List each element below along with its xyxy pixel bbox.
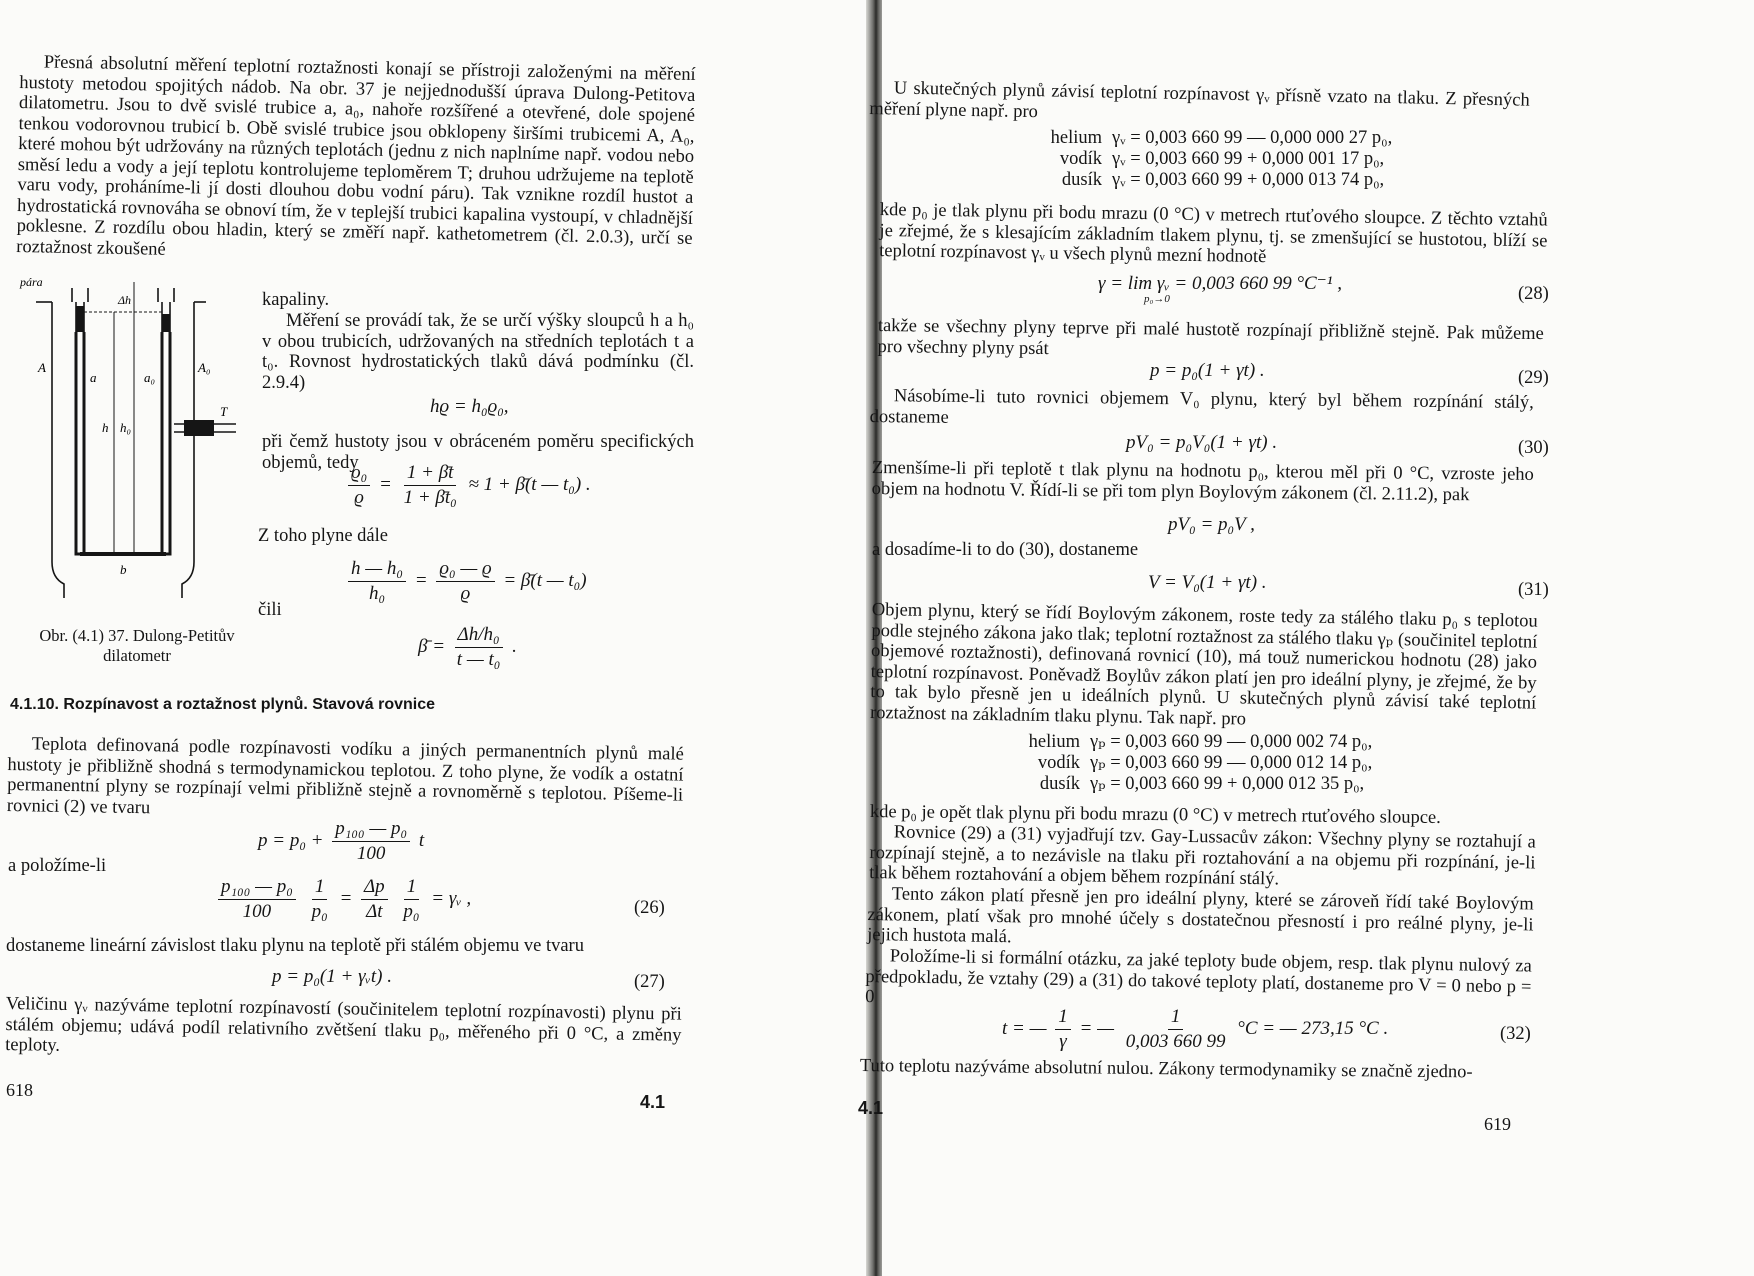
eq-28-number: (28) bbox=[1518, 284, 1549, 304]
eq-h: hϱ = h₀ϱ₀, bbox=[430, 396, 509, 417]
frac-den: 100 bbox=[242, 901, 272, 922]
right-p11-text: Položíme-li si formální otázku, za jaké teploty bude objem, resp. tlak plynu nulový za předpokladu, že vztahy (29) a (31) do takové teploty platí, dostaneme pro V = 0 nebo p = 0 bbox=[865, 946, 1532, 1008]
gas-name: dusík bbox=[1039, 774, 1080, 794]
caption-line1: Obr. (4.1) 37. Dulong-Petitův bbox=[39, 626, 235, 645]
frac-num: 1 bbox=[404, 876, 420, 900]
frac-32a bbox=[1055, 1006, 1071, 1053]
right-p5 bbox=[872, 458, 1534, 506]
frac-num: 1 bbox=[312, 876, 328, 900]
frac-rho0-rho bbox=[348, 462, 370, 509]
eq-sign: = bbox=[414, 569, 428, 591]
label-h: h bbox=[102, 420, 109, 435]
table-row bbox=[1030, 149, 1392, 170]
measure-paragraph bbox=[262, 311, 694, 393]
section-mark-right: 4.1 bbox=[858, 1098, 884, 1118]
pricemz-text: při čemž hustoty jsou v obráceném poměru specifických objemů, tedy bbox=[262, 432, 694, 473]
frac-num: h — h₀ bbox=[348, 558, 406, 582]
frac-num: 1 + β̄t bbox=[404, 462, 457, 486]
frac-32b bbox=[1123, 1006, 1229, 1053]
gas-name: dusík bbox=[1061, 170, 1102, 190]
right-p8-text: kde p₀ je opět tlak plynu při bodu mrazu (0 °C) v metrech rtuťového sloupce. bbox=[869, 802, 1441, 828]
gas-formula: γₚ = 0,003 660 99 + 0,000 012 35 p₀, bbox=[1090, 774, 1365, 794]
dostaneme-text: dostaneme lineární závislost tlaku plynu na teplotě při stálém objemu ve tvaru bbox=[6, 936, 584, 956]
frac-den: γ bbox=[1059, 1031, 1067, 1052]
right-page bbox=[858, 0, 1754, 1276]
label-b: b bbox=[120, 562, 127, 577]
frac-num: ϱ₀ — ϱ bbox=[436, 558, 494, 582]
frac-num: 1 bbox=[1168, 1006, 1184, 1030]
section-title: 4.1.10. Rozpínavost a roztažnost plynů. Stavová rovnice bbox=[10, 696, 436, 713]
measure-text: Měření se provádí tak, že se určí výšky sloupců h a h₀ v obou trubicích, udržovaných na středních teplotách t a t₀. Rovnost hydrostatických tlaků dává podmínku (čl. 2.9.4) bbox=[262, 311, 694, 393]
caption-line2: dilatometr bbox=[103, 646, 171, 665]
frac-den: ϱ bbox=[354, 487, 364, 508]
table-row bbox=[1008, 732, 1372, 753]
eq-sign: = bbox=[379, 473, 392, 495]
eq-sign: = bbox=[339, 887, 353, 909]
frac-num: ϱ₀ bbox=[348, 462, 370, 486]
kapaliny-line bbox=[262, 290, 682, 311]
table-row bbox=[1008, 753, 1372, 774]
eq-26 bbox=[214, 876, 471, 923]
frac-num: Δp bbox=[361, 876, 388, 900]
eq-30-number: (30) bbox=[1518, 438, 1549, 458]
table-row bbox=[1008, 774, 1372, 795]
polozime-line bbox=[8, 856, 308, 877]
eq-29: p = p₀(1 + γt) . bbox=[1150, 360, 1265, 381]
right-p1 bbox=[869, 78, 1530, 132]
table-row bbox=[1030, 128, 1392, 149]
right-p7-text: Objem plynu, který se řídí Boylovým zákonem, roste tedy za stálého tlaku p₀ s teplotou podle stejného zákona jako tlak; teplotní roztažnost za stálého tlaku γₚ (součinitel teplotní objemové roztažnosti), definovaná rovnicí (10), má touž numerickou hodnotu (28) jako teplotní rozpínavost. Poněvadž Boylův zákon platí jen pro ideální plyny, je zřejmé, že by to tak bylo přesně jen u ideálních plynů. U skutečných plynů závisí také teplotní roztažnost na základním tlaku plynu. Tak např. pro bbox=[869, 600, 1538, 730]
right-p4 bbox=[870, 386, 1534, 434]
right-p9 bbox=[869, 822, 1536, 894]
right-p3-text: takže se všechny plyny teprve při malé hustotě rozpínají přibližně stejně. Pak můžeme pro všechny plyny psát bbox=[877, 316, 1544, 359]
eq-28 bbox=[1098, 272, 1342, 305]
gas-name: vodík bbox=[1037, 753, 1080, 773]
label-a0: a₀ bbox=[144, 370, 156, 385]
frac-p100 bbox=[332, 818, 410, 865]
label-A0: A₀ bbox=[198, 360, 211, 375]
eq-29-number: (29) bbox=[1518, 368, 1549, 388]
kapaliny-text: kapaliny. bbox=[262, 290, 330, 310]
frac-num: 1 bbox=[1055, 1006, 1071, 1030]
table-row bbox=[1030, 170, 1392, 191]
final-paragraph bbox=[5, 994, 682, 1066]
final-text: Veličinu γᵥ nazýváme teplotní rozpínavostí (součinitelem teplotní rozpínavosti) plynu při stálém objemu; udává podíl relativního zvětšení tlaku p₀, měřeného při 0 °C, a změny teploty. bbox=[5, 994, 682, 1056]
frac-den: 1 + β̄t₀ bbox=[403, 487, 457, 508]
intro-text: Přesná absolutní měření teplotní roztažnosti konají se přístroji založenými na měření hustoty metodou spojitých nádob. Na obr. 37 je nejjednodušší úprava Dulong-Petitova dilatometru. Jsou to dvě svislé trubice a, a₀, nahoře rozšířené a otevřené, dole spojené tenkou vodorovnou trubicí b. Obě svislé trubice jsou obklopeny širšími trubicemi A, A₀, které mohou být udržovány na různých teplotách (jednu z nich naplníme např. vodou nebo směsí ledu a vody a její teplotu kontrolujeme teploměrem T; druhou udržujeme na teplotě varu vody, proháníme-li jí dosti dlouhou dobu vodní páru). Tak vznikne rozdíl hustot a hydrostatická rovnováha se obnoví tím, že v teplejší trubici kapalina vystoupí, v chladnější poklesne. Z rozdílu obou hladin, který se změří např. kathetometrem (čl. 2.0.3), určí se roztažnost zkoušené bbox=[16, 52, 696, 260]
intro-paragraph bbox=[16, 52, 696, 270]
eq-31: V = V₀(1 + γt) . bbox=[1148, 572, 1267, 593]
frac-rho bbox=[436, 558, 494, 605]
frac-26c bbox=[361, 876, 388, 923]
eq-h2 bbox=[344, 558, 587, 605]
right-p10 bbox=[867, 884, 1534, 956]
label-T: T bbox=[220, 404, 228, 419]
frac-26b bbox=[309, 876, 331, 923]
frac-den: Δt bbox=[366, 901, 383, 922]
right-p12-text: Tuto teplotu nazýváme absolutní nulou. Zákony termodynamiky se značně zjedno- bbox=[859, 1056, 1473, 1083]
cili-text: čili bbox=[258, 600, 282, 620]
section-mark-left: 4.1 bbox=[640, 1092, 666, 1112]
figure-caption bbox=[14, 626, 260, 666]
eq-31-number: (31) bbox=[1518, 580, 1549, 600]
dostaneme-line bbox=[6, 936, 686, 957]
right-p10-text: Tento zákon platí přesně jen pro ideální plyny, které se zároveň řídí také Boylovým zákonem, platí však pro mnohé účely s dostatečnou přesností i pro reálné plyny, je-li jejich hustota malá. bbox=[867, 884, 1534, 948]
frac-den: 100 bbox=[356, 843, 386, 864]
ztoho-text: Z toho plyne dále bbox=[258, 526, 388, 546]
frac-beta bbox=[401, 462, 460, 509]
polozime-text: a položíme-li bbox=[8, 856, 107, 876]
eq-30: pV₀ = p₀V₀(1 + γt) . bbox=[1126, 432, 1278, 453]
gamma-p-table bbox=[1008, 732, 1372, 795]
eq-32-mid: = — bbox=[1079, 1017, 1114, 1039]
eq-beta bbox=[418, 624, 517, 671]
ztoho-line bbox=[258, 526, 678, 547]
page-number-left: 618 bbox=[6, 1080, 33, 1100]
right-p3 bbox=[877, 316, 1543, 365]
gas-name: vodík bbox=[1059, 149, 1102, 169]
section-paragraph bbox=[7, 734, 684, 827]
right-p6-text: a dosadíme-li to do (30), dostaneme bbox=[872, 540, 1139, 560]
eq-32 bbox=[1002, 1006, 1388, 1053]
eq-rho-rhs: ≈ 1 + β̄(t — t₀) . bbox=[468, 473, 591, 495]
gamma-v-table bbox=[1030, 128, 1392, 191]
frac-den: p₀ bbox=[311, 901, 328, 922]
label-dh: Δh bbox=[118, 293, 132, 307]
eq-27: p = p₀(1 + γᵥt) . bbox=[272, 966, 392, 987]
label-h0: h₀ bbox=[120, 420, 132, 435]
eq-rho bbox=[344, 462, 591, 509]
right-p12 bbox=[860, 1056, 1540, 1084]
right-p7 bbox=[870, 600, 1538, 735]
eq-beta-lhs: β̄ = bbox=[418, 635, 446, 657]
page-number-right: 619 bbox=[1484, 1114, 1511, 1134]
eq-h2-rhs: = β̄(t — t₀) bbox=[503, 569, 587, 591]
frac-26d bbox=[400, 876, 422, 923]
eq-p-end: t bbox=[418, 829, 425, 851]
right-p2 bbox=[879, 200, 1548, 272]
gas-formula: γₚ = 0,003 660 99 — 0,000 012 14 p₀, bbox=[1090, 753, 1373, 773]
eq-28-sub: p₀→0 bbox=[1144, 293, 1170, 305]
label-para: pára bbox=[20, 275, 43, 289]
right-p6 bbox=[872, 540, 1372, 561]
eq-32-number: (32) bbox=[1500, 1024, 1531, 1044]
label-A: A bbox=[38, 360, 46, 375]
eq-27-number: (27) bbox=[634, 972, 665, 992]
gas-formula: γₚ = 0,003 660 99 — 0,000 002 74 p₀, bbox=[1090, 732, 1373, 752]
gas-formula: γᵥ = 0,003 660 99 + 0,000 001 17 p₀, bbox=[1112, 149, 1385, 169]
right-p5-text: Zmenšíme-li při teplotě t tlak plynu na hodnotu p₀, kterou měl při 0 °C, vzroste jeho objem na hodnotu V. Řídí-li se při tom plyn Boylovým zákonem (čl. 2.11.2), pak bbox=[871, 458, 1534, 505]
left-page bbox=[0, 0, 870, 1276]
right-p2-text: kde p₀ je tlak plynu při bodu mrazu (0 °C) v metrech rtuťového sloupce. Z těchto vztahů je zřejmé, že s klesajícím základním tlakem plynu, tj. se zmenšující se hustotou, blíží se teplotní rozpínavost γᵥ u všech plynů mezní hodnotě bbox=[879, 200, 1548, 268]
eq-beta-end: . bbox=[512, 635, 517, 657]
right-p4-text: Násobíme-li tuto rovnici objemem V₀ plynu, který byl během rozpínání stálý, dostaneme bbox=[869, 386, 1534, 428]
frac-num: Δh/h₀ bbox=[455, 624, 503, 648]
gas-formula: γᵥ = 0,003 660 99 + 0,000 013 74 p₀, bbox=[1112, 170, 1385, 190]
frac-den: h₀ bbox=[368, 583, 386, 604]
dilatometer-figure bbox=[14, 262, 250, 614]
gas-formula: γᵥ = 0,003 660 99 — 0,000 000 27 p₀, bbox=[1112, 128, 1393, 148]
eq-32-lhs: t = — bbox=[1002, 1017, 1047, 1039]
gas-name: helium bbox=[1028, 732, 1080, 752]
eq-28-text: γ = lim γᵥ = 0,003 660 99 °C⁻¹ , bbox=[1098, 273, 1342, 294]
eq-26-end: = γᵥ , bbox=[431, 887, 472, 909]
frac-dh bbox=[454, 624, 504, 671]
frac-den: p₀ bbox=[403, 901, 420, 922]
right-p1-text: U skutečných plynů závisí teplotní rozpínavost γᵥ přísně vzato na tlaku. Z přesných měření plyne např. pro bbox=[869, 78, 1530, 122]
frac-h bbox=[348, 558, 406, 605]
cili-line bbox=[258, 600, 338, 621]
frac-num: p₁₀₀ — p₀ bbox=[332, 818, 410, 842]
frac-den: ϱ bbox=[460, 583, 471, 604]
gas-name: helium bbox=[1050, 128, 1102, 148]
eq-32-rhs: °C = — 273,15 °C . bbox=[1237, 1017, 1389, 1039]
frac-den: 0,003 660 99 bbox=[1125, 1031, 1226, 1052]
frac-26a bbox=[218, 876, 296, 923]
section-text: Teplota definovaná podle rozpínavosti vodíku a jiných permanentních plynů malé hustoty je přibližně shodná s termodynamickou teplotou. Z toho plyne, že vodík a ostatní permanentní plyny se rozpínají velmi přibližně stejně a rovnoměrně s teplotou. Píšeme-li rovnici (2) ve tvaru bbox=[6, 734, 684, 818]
frac-den: t — t₀ bbox=[456, 649, 501, 670]
eq-p-lhs: p = p₀ + bbox=[258, 829, 324, 851]
eq-26-number: (26) bbox=[634, 898, 665, 918]
label-a: a bbox=[90, 370, 97, 385]
right-p9-text: Rovnice (29) a (31) vyjadřují tzv. Gay-Lussacův zákon: Všechny plyny se roztahují a rozpínají stejně, a to nezávisle na tlaku při roztahování a na objemu při rozpínání, je-li tlak během roztahování a objem během rozpínání stálý. bbox=[869, 822, 1536, 890]
frac-num: p₁₀₀ — p₀ bbox=[218, 876, 296, 900]
eq-boyle: pV₀ = p₀V , bbox=[1168, 514, 1255, 535]
